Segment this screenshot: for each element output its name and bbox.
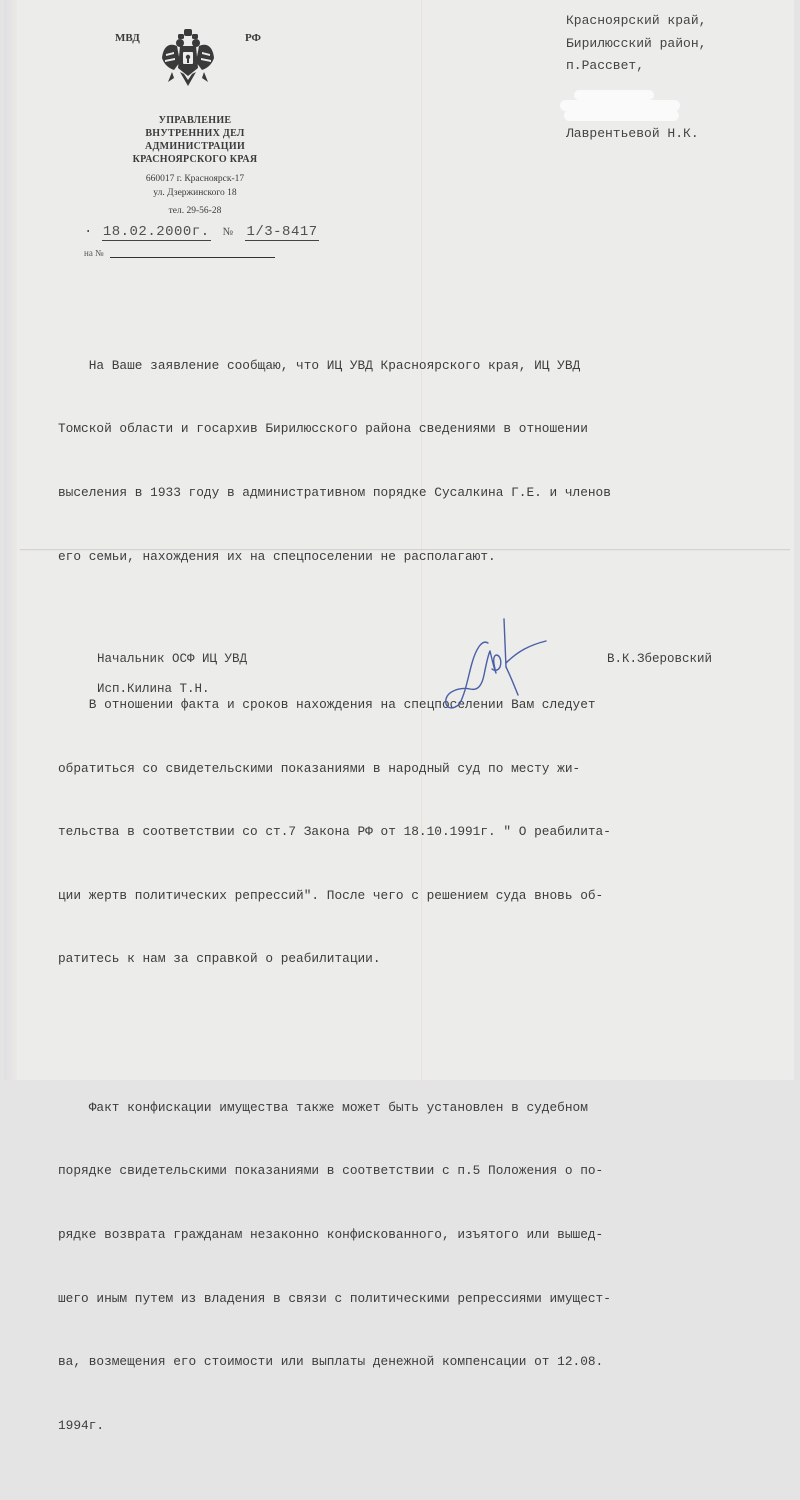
organization-phone: тел. 29-56-28: [168, 206, 222, 216]
handwritten-signature: [430, 615, 560, 715]
body-line: порядке свидетельскими показаниями в соответствии с п.5 Положения о по-: [58, 1163, 604, 1179]
reference-line: [84, 248, 275, 258]
body-line: ции жертв политических репрессий". После чего с решением суда вновь об-: [58, 887, 604, 903]
body-line: тельства в соответствии со ст.7 Закона РФ от 18.10.1991г. " О реабилита-: [58, 824, 611, 840]
body-line: выселения в 1933 году в административном порядке Сусалкина Г.Е. и членов: [58, 485, 611, 500]
letterhead-mvd: МВД: [115, 32, 140, 44]
body-line: Томской области и госархив Бирилюсского района сведениями в отношении: [58, 421, 588, 437]
number-sign: №: [222, 226, 234, 238]
address-line: 660017 г. Красноярск-17: [145, 174, 245, 184]
body-line: ва, возмещения его стоимости или выплаты денежной компенсации от 12.08.: [58, 1354, 604, 1370]
letterhead-rf: РФ: [245, 32, 261, 44]
body-line: шего иным путем из владения в связи с политическими репрессиями имущест-: [58, 1290, 611, 1306]
signatory-name: В.К.Зберовский: [607, 652, 713, 666]
executor-name: Исп.Килина Т.Н.: [97, 682, 210, 696]
org-line: ВНУТРЕННИХ ДЕЛ: [145, 128, 245, 139]
body-line: рядке возврата гражданам незаконно конфискованного, изъятого или вышед-: [58, 1226, 604, 1242]
outgoing-number: 1/3-8417: [246, 224, 318, 240]
recipient-line: п.Рассвет,: [566, 58, 645, 73]
body-line: Факт конфискации имущества также может быть установлен в судебном: [58, 1099, 588, 1115]
letter-date: 18.02.2000г.: [102, 224, 210, 240]
double-headed-eagle-icon: [160, 28, 216, 90]
paragraph-3: [58, 1054, 796, 1478]
paper-edge: [4, 0, 17, 1080]
paragraph-1: [58, 312, 796, 609]
org-line: АДМИНИСТРАЦИИ: [144, 141, 246, 152]
organization-address: [75, 172, 315, 200]
recipient-line: Красноярский край,: [566, 13, 707, 28]
redaction-mark: [560, 88, 690, 122]
address-line: ул. Дзержинского 18: [153, 188, 237, 198]
body-line: 1994г.: [58, 1417, 105, 1433]
letter-body: [58, 270, 796, 1500]
reference-blank: [110, 249, 275, 258]
recipient-line: Бирилюсский район,: [566, 35, 707, 51]
org-line: КРАСНОЯРСКОГО КРАЯ: [132, 154, 258, 165]
reference-label: на №: [84, 248, 104, 258]
body-line: ратитесь к нам за справкой о реабилитации.: [58, 951, 381, 967]
body-line: его семьи, нахождения их на спецпоселении не располагают.: [58, 548, 496, 564]
body-line: обратиться со свидетельскими показаниями в народный суд по месту жи-: [58, 760, 581, 776]
letterhead: [75, 28, 315, 216]
date-and-number: · 18.02.2000г. № 1/3-8417: [84, 224, 318, 240]
body-line: В отношении факта и сроков нахождения на спецпоселении Вам следует: [58, 697, 596, 712]
signatory-position: Начальник ОСФ ИЦ УВД: [97, 652, 248, 666]
org-line: УПРАВЛЕНИЕ: [158, 115, 232, 126]
recipient-address: [566, 10, 706, 145]
organization-name: [75, 114, 315, 166]
recipient-addressee: Лаврентьевой Н.К.: [566, 125, 699, 141]
body-line: На Ваше заявление сообщаю, что ИЦ УВД Красноярского края, ИЦ УВД: [58, 357, 581, 373]
